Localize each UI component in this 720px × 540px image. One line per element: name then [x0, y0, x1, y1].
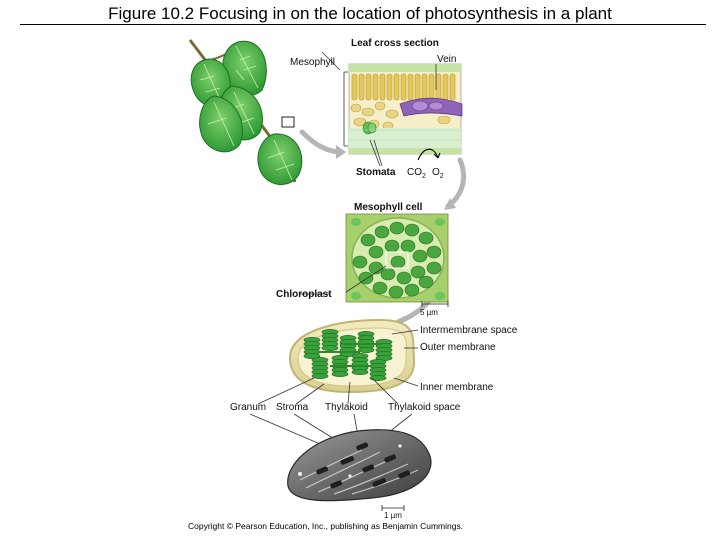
- zoom-arrow-head: [336, 145, 346, 159]
- zoom-box: [282, 117, 294, 127]
- label-stroma: Stroma: [276, 402, 309, 413]
- leaf: [258, 134, 302, 185]
- label-thylakoid-space: Thylakoid space: [388, 402, 461, 413]
- figure-title: Figure 10.2 Focusing in on the location of photosynthesis in a plant: [108, 4, 612, 23]
- chloroplast-micrograph: [288, 430, 431, 511]
- label-leaf-cross-section: Leaf cross section: [351, 38, 439, 49]
- label-co2: $CO_2$: [407, 167, 426, 180]
- label-granum: Granum: [230, 402, 267, 413]
- label-mesophyll-cell: Mesophyll cell: [354, 202, 423, 213]
- label-inner-membrane: Inner membrane: [420, 382, 494, 393]
- label-mesophyll: Mesophyll: [290, 57, 336, 68]
- thylakoid-disc: [332, 371, 348, 376]
- label-scale-1um: 1 µm: [384, 511, 402, 520]
- label-scale-5um: 5 µm: [420, 308, 438, 317]
- thylakoid-disc: [312, 373, 328, 378]
- thylakoid-disc: [322, 345, 338, 350]
- label-o2: $O_2$: [432, 167, 444, 180]
- thylakoid-disc: [352, 369, 368, 374]
- label-intermembrane-space: Intermembrane space: [420, 325, 518, 336]
- label-outer-membrane: Outer membrane: [420, 342, 496, 353]
- leaf-cross-section: [322, 52, 462, 166]
- label-chloroplast: Chloroplast: [276, 289, 332, 300]
- copyright-notice: Copyright © Pearson Education, Inc., publishing as Benjamin Cummings.: [188, 521, 464, 531]
- label-vein: Vein: [437, 54, 457, 65]
- label-thylakoid: Thylakoid: [325, 402, 368, 413]
- thylakoid-disc: [358, 347, 374, 352]
- chloroplast-diagram: [258, 294, 418, 404]
- mesophyll-cell-micrograph: [346, 214, 448, 307]
- label-stomata: Stomata: [356, 167, 396, 178]
